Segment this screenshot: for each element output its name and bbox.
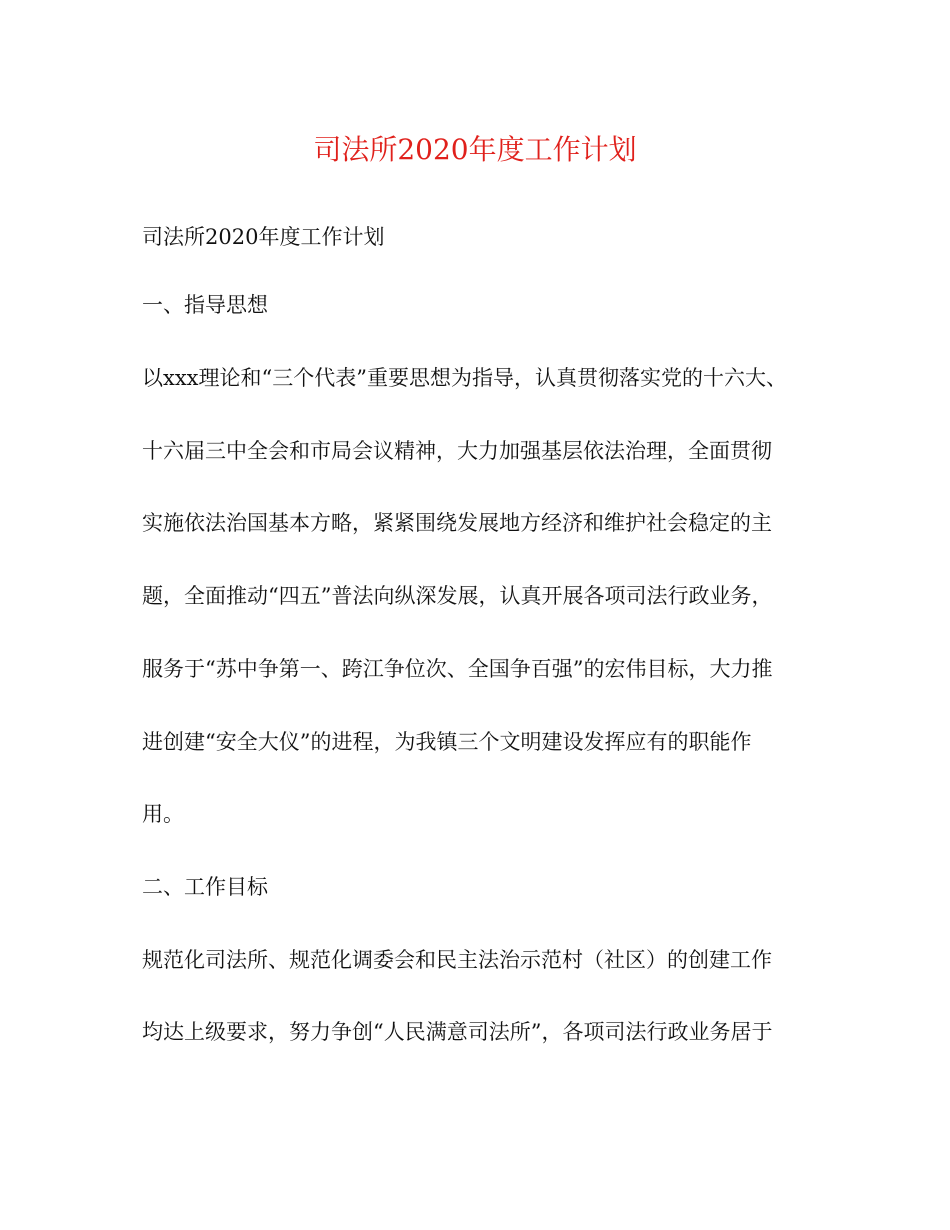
paragraph-line: 规范化司法所、规范化调委会和民主法治示范村（社区）的创建工作 bbox=[142, 948, 772, 972]
section-heading-guiding-thought: 一、指导思想 bbox=[142, 293, 268, 317]
paragraph-line: 进创建“安全大仪”的进程，为我镇三个文明建设发挥应有的职能作 bbox=[142, 730, 752, 754]
paragraph-line: 服务于“苏中争第一、跨江争位次、全国争百强”的宏伟目标，大力推 bbox=[142, 657, 773, 681]
subtitle-line: 司法所2020年度工作计划 bbox=[142, 225, 385, 249]
paragraph-line: 均达上级要求，努力争创“人民满意司法所”，各项司法行政业务居于 bbox=[142, 1020, 773, 1044]
paragraph-line: 题，全面推动“四五”普法向纵深发展，认真开展各项司法行政业务， bbox=[142, 584, 773, 608]
paragraph-line: 实施依法治国基本方略，紧紧围绕发展地方经济和维护社会稳定的主 bbox=[142, 511, 772, 535]
paragraph-line: 十六届三中全会和市局会议精神，大力加强基层依法治理，全面贯彻 bbox=[142, 439, 772, 463]
paragraph-line: 以xxx理论和“三个代表”重要思想为指导，认真贯彻落实党的十六大、 bbox=[142, 366, 787, 390]
paragraph-line: 用。 bbox=[142, 802, 184, 826]
document-title: 司法所2020年度工作计划 bbox=[313, 133, 637, 166]
section-heading-work-goals: 二、工作目标 bbox=[142, 875, 268, 899]
